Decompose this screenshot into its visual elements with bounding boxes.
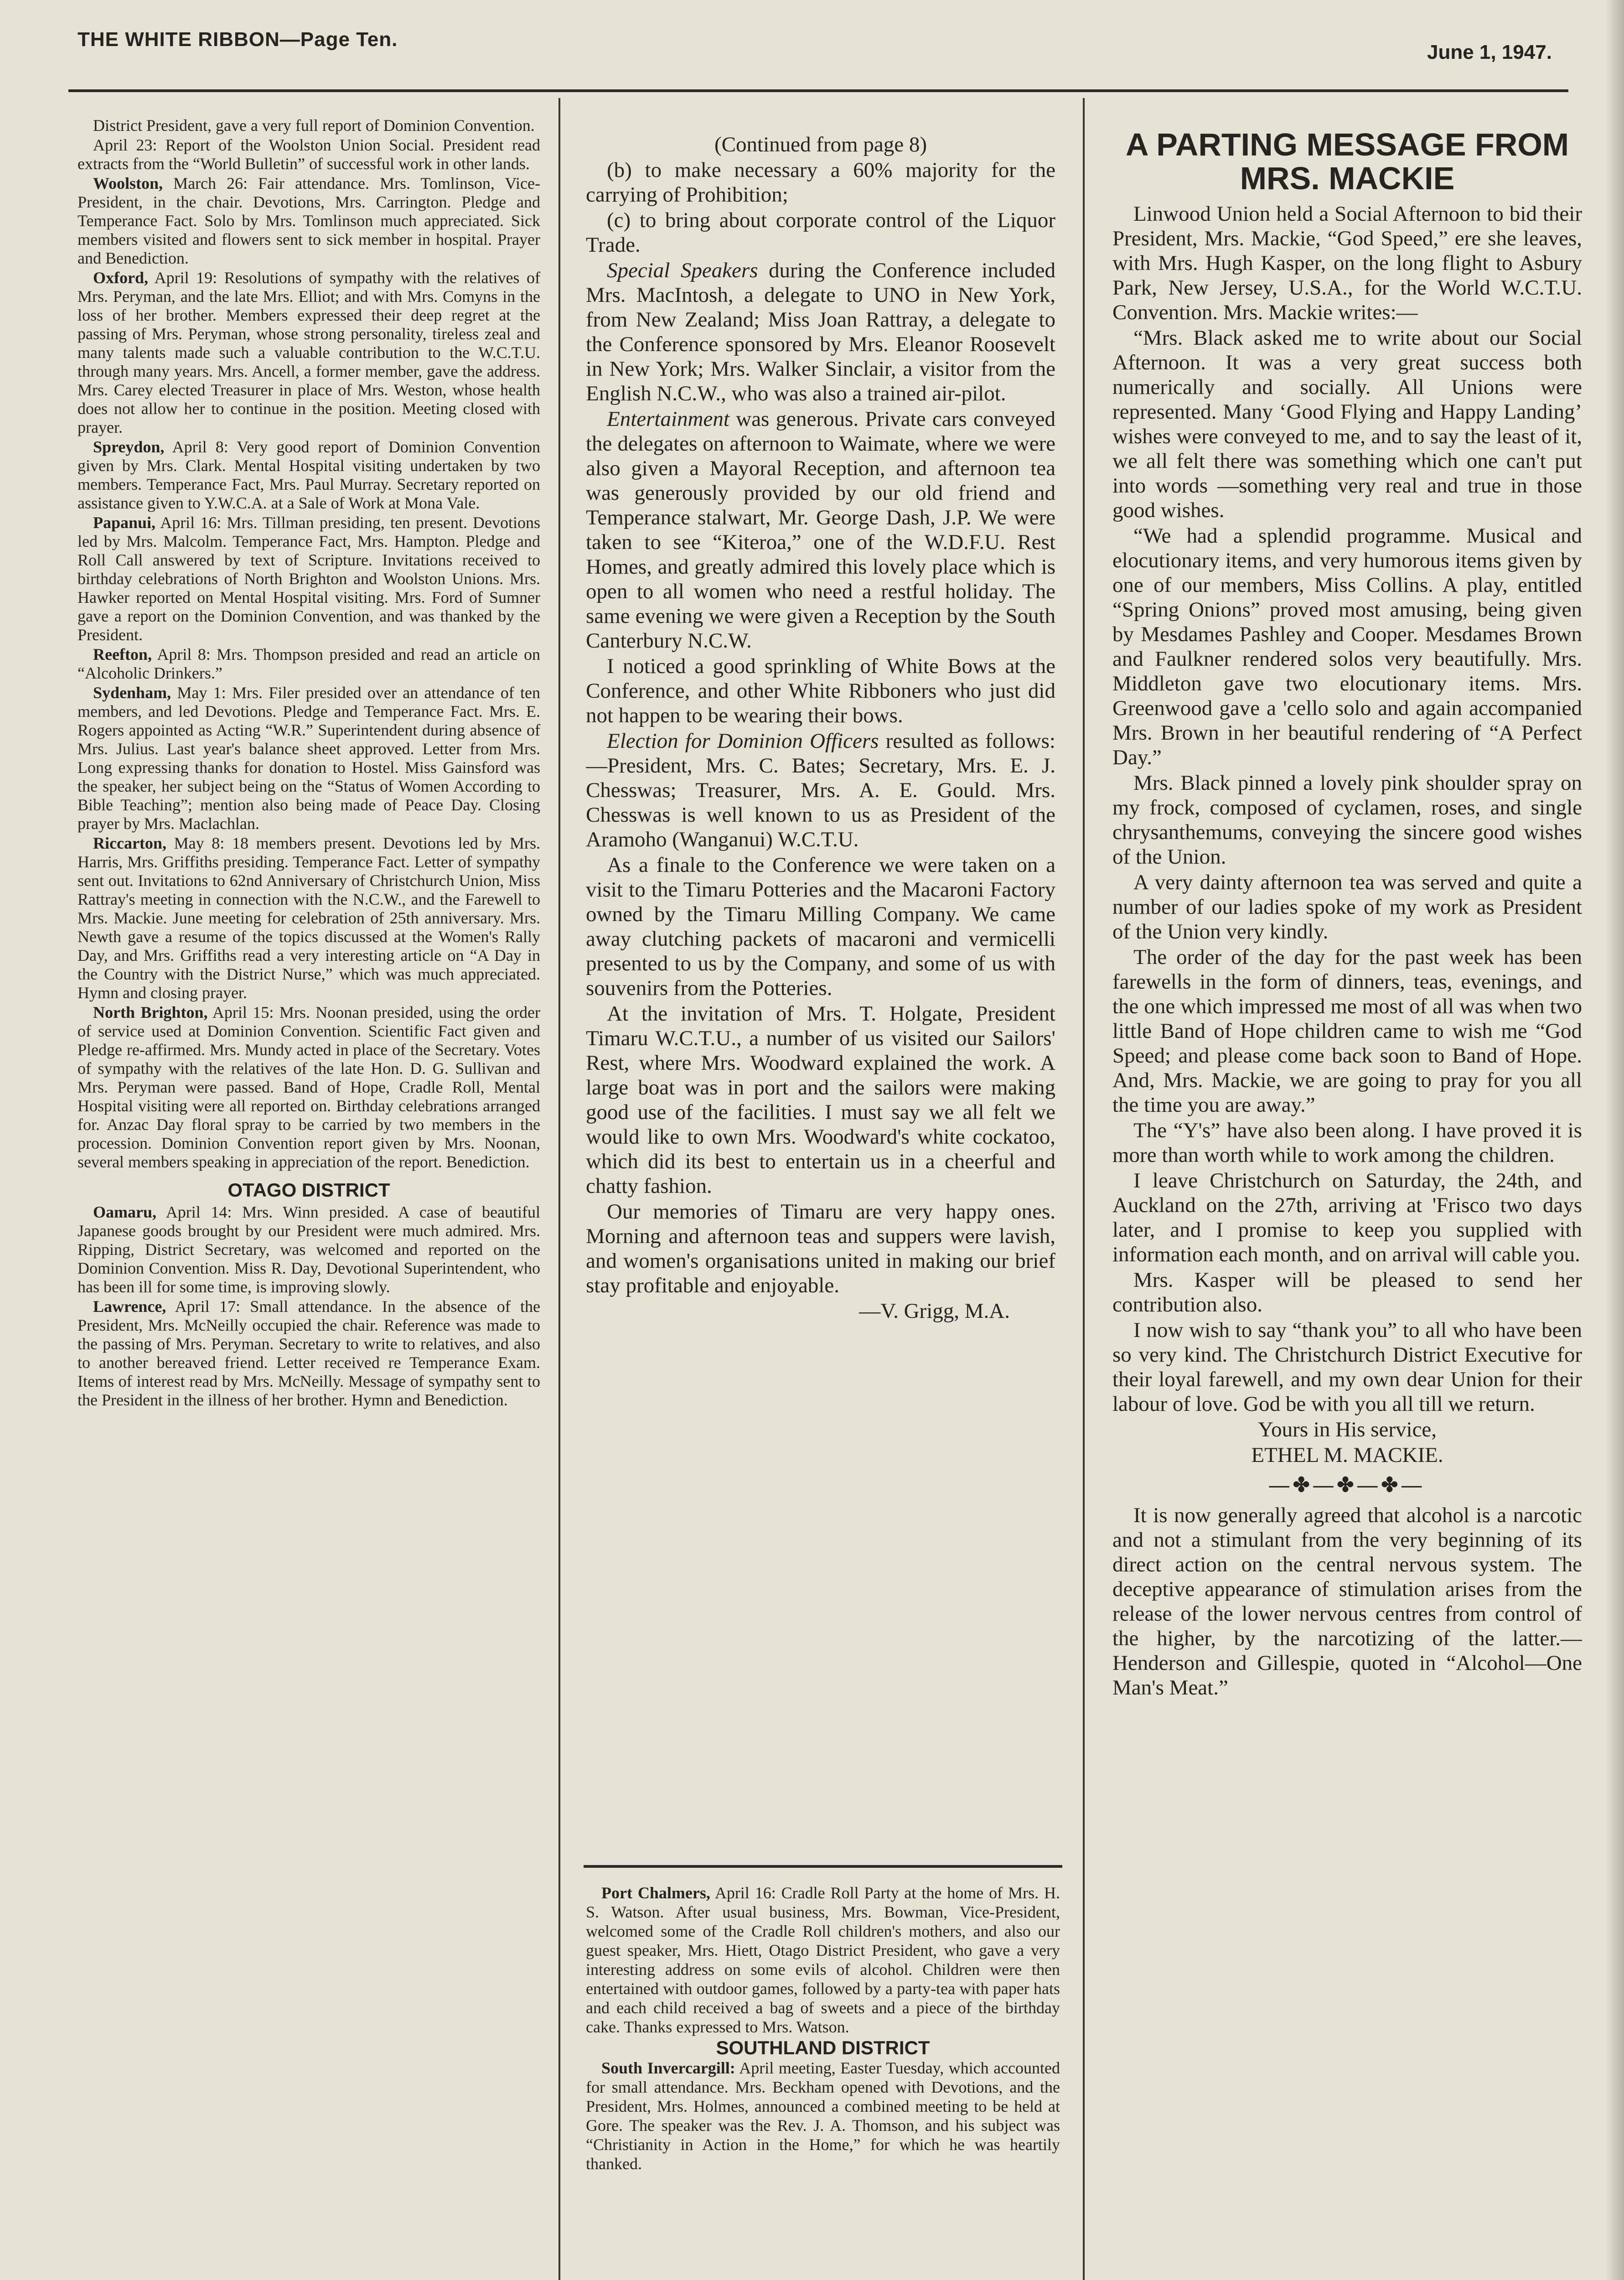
author-signature: ETHEL M. MACKIE. [1251,1443,1443,1467]
page-edge-shadow [1606,0,1624,2280]
paragraph-text: Our memories of Timaru are very happy ones. Morning and afternoon teas and suppers were lavish, and women's organisations united in making our brief stay profitable and enjoyable. [586,1200,1055,1297]
ornament-divider: —✤—✤—✤— [1269,1474,1426,1496]
paragraph [1112,1318,1582,1416]
paragraph-text: “We had a splendid programme. Musical and elocutionary items, and very humorous items given by one of our members, Miss Collins. A play, entitled “Spring Onions” proved most amusing, being given by Mesdames Pashley and Cooper. Mesdames Brown and Faulkner rendered solos very beautifully. Mrs. Middleton gave two elocutionary items. Mrs. Greenwood gave a 'cello solo and again accompanied Mrs. Brown in her beautiful rendering of “A Perfect Day.” [1112,524,1582,769]
column-2 [586,132,1055,1324]
paragraph [1112,945,1582,1117]
branch-name: South Invercargill: [601,2059,735,2077]
paragraph-text: April 15: Mrs. Noonan presided, using the order of service used at Dominion Convention. Scientific Fact given and Pledge re-affirmed. Mrs. Mundy acted in place of the Secretary. Votes of sympathy with the relatives of the late Hon. D. G. Sullivan and Mrs. Peryman were passed. Band of Hope, Cradle Roll, Mental Hospital visiting were all reported on. Birthday celebrations arranged for. Anzac Day floral spray to be carried by two members in the procession. Dominion Convention report given by Mrs. Noonan, several members speaking in appreciation of the report. Benediction. [78,1003,540,1171]
continued-note: (Continued from page 8) [714,133,927,156]
paragraph-text: (b) to make necessary a 60% majority for the carrying of Prohibition; [586,158,1055,207]
branch-name: Woolston, [93,174,163,192]
branch-name: Oamaru, [93,1203,156,1221]
alcohol-quote: It is now generally agreed that alcohol is a narcotic and not a stimulant from the very beginning of its direct action on the central nervous system. The deceptive appearance of stimulation arises from the release of the lower nervous centres from control of the higher, by the narcotizing of the latter.—Henderson and Gillespie, quoted in “Alcohol—One Man's Meat.” [1112,1503,1582,1700]
column-2-lower [586,1883,1060,2174]
branch-name: Lawrence, [93,1297,166,1316]
otago-district-heading: OTAGO DISTRICT [228,1179,390,1201]
paragraph [1112,1168,1582,1267]
branch-name: Port Chalmers, [601,1884,710,1902]
branch-name: Reefton, [93,645,152,663]
page-header-date: June 1, 1947. [1427,41,1552,63]
paragraph-text: was generous. Private cars conveyed the delegates on afternoon to Waimate, where we were also given a Mayoral Reception, and afternoon tea was generously provided by our old friend and Temperance stalwart, Mr. George Dash, J.P. We were taken to see “Kiteroa,” one of the W.D.F.U. Rest Homes, and greatly admired this lovely place which is open to all women who need a restful holiday. The same evening we were given a Reception by the South Canterbury N.C.W. [586,407,1055,653]
branch-text: April 16: Cradle Roll Party at the home of Mrs. H. S. Watson. After usual business, Mrs. Bowman, Vice-President, welcomed some of the Cradle Roll children's mothers, and also our guest speaker, Mrs. Hiett, Otago District President, who gave a very interesting address on some evils of alcohol. Children were then entertained with outdoor games, followed by a party-tea with paper hats and each child received a bag of sweets and a piece of the birthday cake. Thanks expressed to Mrs. Watson. [586,1884,1060,2036]
paragraph [78,513,540,644]
paragraph [1112,1268,1582,1317]
paragraph-text: At the invitation of Mrs. T. Holgate, President Timaru W.C.T.U., a number of us visited our Sailors' Rest, where Mrs. Woodward explained the work. A large boat was in port and the sailors were making good use of the facilities. I must say we all felt we would like to own Mrs. Woodward's white cockatoo, which did its best to entertain us in a cheerful and chatty fashion. [586,1002,1055,1198]
paragraph [586,158,1055,207]
paragraph-text: Mrs. Kasper will be pleased to send her contribution also. [1112,1268,1582,1316]
column-3 [1112,128,1582,1701]
italic-phrase: Special Speakers [607,259,758,282]
paragraph [78,834,540,1002]
paragraph-text: resulted as follows:—President, Mrs. C. Bates; Secretary, Mrs. E. J. Chesswas; Treasurer, Mrs. A. E. Gould. Mrs. Chesswas is well known to us as President of the Aramoho (Wanganui) W.C.T.U. [586,729,1055,851]
paragraph [1112,523,1582,770]
branch-name: Oxford, [93,269,148,287]
paragraph [78,684,540,833]
paragraph-text: “Mrs. Black asked me to write about our Social Afternoon. It was a very great success both numerically and socially. All Unions were represented. Many ‘Good Flying and Happy Landing’ wishes were conveyed to me, and to say the least of it, we all felt there was something which one can't put into words —something very real and true in those good wishes. [1112,326,1582,522]
paragraph [1112,202,1582,325]
paragraph-text: April 23: Report of the Woolston Union Social. President read extracts from the “World Bulletin” of successful work in other lands. [78,136,540,173]
header-rule [68,89,1568,92]
paragraph [586,208,1055,257]
paragraph [78,438,540,513]
page-header-title: THE WHITE RIBBON—Page Ten. [78,28,398,51]
paragraph-text: April 19: Resolutions of sympathy with the relatives of Mrs. Peryman, and the late Mrs. Elliot; and with Mrs. Comyns in the loss of her brother. Members expressed their deep regret at the passing of Mrs. Peryman, whose strong personality, tireless zeal and many talents made such a valuable contribution to the W.C.T.U. through many years. Mrs. Ancell, a former member, gave the address. Mrs. Carey elected Treasurer in place of Mrs. Weston, whose health does not allow her to continue in the position. Meeting closed with prayer. [78,269,540,436]
branch-name: North Brighton, [93,1003,208,1021]
paragraph [586,1199,1055,1298]
paragraph [78,116,540,135]
paragraph [586,407,1055,653]
column-divider-2 [1083,98,1085,2280]
paragraph [586,853,1055,1000]
paragraph-text: I leave Christchurch on Saturday, the 24th, and Auckland on the 27th, arriving at 'Frisco two days later, and I promise to keep you supplied with information each month, and on arrival will cable you. [1112,1169,1582,1266]
paragraph [78,1003,540,1171]
paragraph-text: April 8: Mrs. Thompson presided and read an article on “Alcoholic Drinkers.” [78,645,540,682]
italic-phrase: Entertainment [607,407,729,431]
paragraph [1112,870,1582,944]
paragraph-text: May 1: Mrs. Filer presided over an attendance of ten members, and led Devotions. Pledge and Temperance Fact. Mrs. E. Rogers appointed as Acting “W.R.” Superintendent during absence of Mrs. Julius. Last year's balance sheet approved. Letter from Mrs. Long expressing thanks for donation to Hostel. Miss Gainsford was the speaker, her subject being on the “Status of Women According to Bible Teaching”; mention also being made of Peace Day. Closing prayer by Mrs. Maclachlan. [78,684,540,833]
italic-phrase: Election for Dominion Officers [607,729,879,753]
branch-name: Riccarton, [93,834,166,852]
paragraph-text: during the Conference included Mrs. MacIntosh, a delegate to UNO in New York, from New Zealand; Miss Joan Rattray, a delegate to the Conference sponsored by Mrs. Eleanor Roosevelt in New York; Mrs. Walker Sinclair, a visitor from the English N.C.W., who was also a trained air-pilot. [586,259,1055,405]
section-rule [584,1865,1062,1868]
paragraph [78,136,540,173]
paragraph [586,258,1055,406]
paragraph [78,1203,540,1296]
paragraph-text: I noticed a good sprinkling of White Bows at the Conference, and other White Ribboners who just did not happen to be wearing their bows. [586,654,1055,727]
paragraph-text: April 8: Very good report of Dominion Convention given by Mrs. Clark. Mental Hospital visiting undertaken by two members. Temperance Fact, Mrs. Paul Murray. Secretary reported on assistance given to Y.W.C.A. at a Sale of Work at Mona Vale. [78,438,540,512]
otago-reports [78,1203,540,1409]
paragraph-text: March 26: Fair attendance. Mrs. Tomlinson, Vice-President, in the chair. Devotions, Mrs. Carrington. Pledge and Temperance Fact. Solo by Mrs. Tomlinson much appreciated. Sick members visited and flowers sent to sick member in hospital. Prayer and Benediction. [78,174,540,267]
paragraph-text: The “Y's” have also been along. I have proved it is more than worth while to work among the children. [1112,1119,1582,1167]
column-divider-1 [559,98,560,2280]
paragraph [586,1001,1055,1198]
paragraph [1112,771,1582,869]
paragraph [78,645,540,683]
article-title: A PARTING MESSAGE FROM MRS. MACKIE [1125,128,1569,196]
south-invercargill-report [586,2058,1060,2173]
closing-line: Yours in His service, [1257,1418,1437,1441]
paragraph [78,1297,540,1409]
paragraph-text: As a finale to the Conference we were taken on a visit to the Timaru Potteries and the Macaroni Factory owned by the Timaru Milling Company. We came away clutching packets of macaroni and vermicelli presented to us by the Company, and some of us with souvenirs from the Potteries. [586,853,1055,1000]
paragraph-text: (c) to bring about corporate control of the Liquor Trade. [586,208,1055,257]
port-chalmers-report [586,1883,1060,2036]
paragraph-text: April 14: Mrs. Winn presided. A case of beautiful Japanese goods brought by our President were much admired. Mrs. Ripping, District Secretary, was welcomed and reported on the Dominion Convention. Miss R. Day, Devotional Superintendent, who has been ill for some time, is improving slowly. [78,1203,540,1296]
paragraph-text: District President, gave a very full report of Dominion Convention. [93,116,535,135]
parting-message [1112,202,1582,1416]
paragraph-text: April 17: Small attendance. In the absence of the President, Mrs. McNeilly occupied the chair. Reference was made to the passing of Mrs. Peryman. Secretary to write to relatives, and also to another bereaved friend. Letter received re Temperance Exam. Items of interest read by Mrs. McNeilly. Message of sympathy sent to the President in the illness of her brother. Hymn and Benediction. [78,1297,540,1409]
branch-reports [78,116,540,1171]
paragraph [78,174,540,268]
conference-report [586,158,1055,1298]
paragraph [586,729,1055,852]
paragraph-text: The order of the day for the past week has been farewells in the form of dinners, teas, evenings, and the one which impressed me most of all was when two little Band of Hope children came to wish me “God Speed; and please come back soon to Band of Hope. And, Mrs. Mackie, we are going to pray for you all the time you are away.” [1112,945,1582,1117]
paragraph [1112,1118,1582,1167]
column-1 [78,116,540,1410]
paragraph [78,269,540,437]
branch-name: Spreydon, [93,438,165,456]
branch-text: April meeting, Easter Tuesday, which accounted for small attendance. Mrs. Beckham opened with Devotions, and the President, Mrs. Holmes, announced a combined meeting to be held at Gore. The speaker was the Rev. J. A. Thomson, and his subject was “Christianity in Action in the Home,” for which he was heartily thanked. [586,2059,1060,2173]
report-signature: —V. Grigg, M.A. [859,1299,1010,1323]
paragraph [586,654,1055,728]
paragraph-text: May 8: 18 members present. Devotions led by Mrs. Harris, Mrs. Griffiths presiding. Temperance Fact. Letter of sympathy sent out. Invitations to 62nd Anniversary of Christchurch Union, Miss Rattray's meeting in connection with the N.C.W., and the Farewell to Mrs. Mackie. June meeting for celebration of 25th anniversary. Mrs. Newth gave a resume of the topics discussed at the Women's Rally Day, and Mrs. Griffiths read a very interesting article on “A Day in the Country with the District Nurse,” which was much appreciated. Hymn and closing prayer. [78,834,540,1002]
branch-name: Papanui, [93,513,156,532]
southland-district-heading: SOUTHLAND DISTRICT [716,2037,930,2058]
paragraph [1112,326,1582,523]
paragraph-text: Linwood Union held a Social Afternoon to bid their President, Mrs. Mackie, “God Speed,” ere she leaves, with Mrs. Hugh Kasper, on the long flight to Asbury Park, New Jersey, U.S.A., for the World W.C.T.U. Convention. Mrs. Mackie writes:— [1112,202,1582,324]
paragraph-text: A very dainty afternoon tea was served and quite a number of our ladies spoke of my work as President of the Union very kindly. [1112,871,1582,943]
paragraph-text: April 16: Mrs. Tillman presiding, ten present. Devotions led by Mrs. Malcolm. Temperance Fact, Mrs. Hampton. Pledge and Roll Call answered by text of Scripture. Invitations received to birthday celebrations of North Brighton and Woolston Unions. Mrs. Hawker reported on Mental Hospital visiting. Mrs. Ford of Sumner gave a report on the Dominion Convention, and was thanked by the President. [78,513,540,644]
branch-name: Sydenham, [93,684,171,702]
paragraph-text: I now wish to say “thank you” to all who have been so very kind. The Christchurch District Executive for their loyal farewell, and my own dear Union for their labour of love. God be with you all till we return. [1112,1318,1582,1416]
paragraph-text: Mrs. Black pinned a lovely pink shoulder spray on my frock, composed of cyclamen, roses, and single chrysanthemums, conveying the sincere good wishes of the Union. [1112,771,1582,869]
